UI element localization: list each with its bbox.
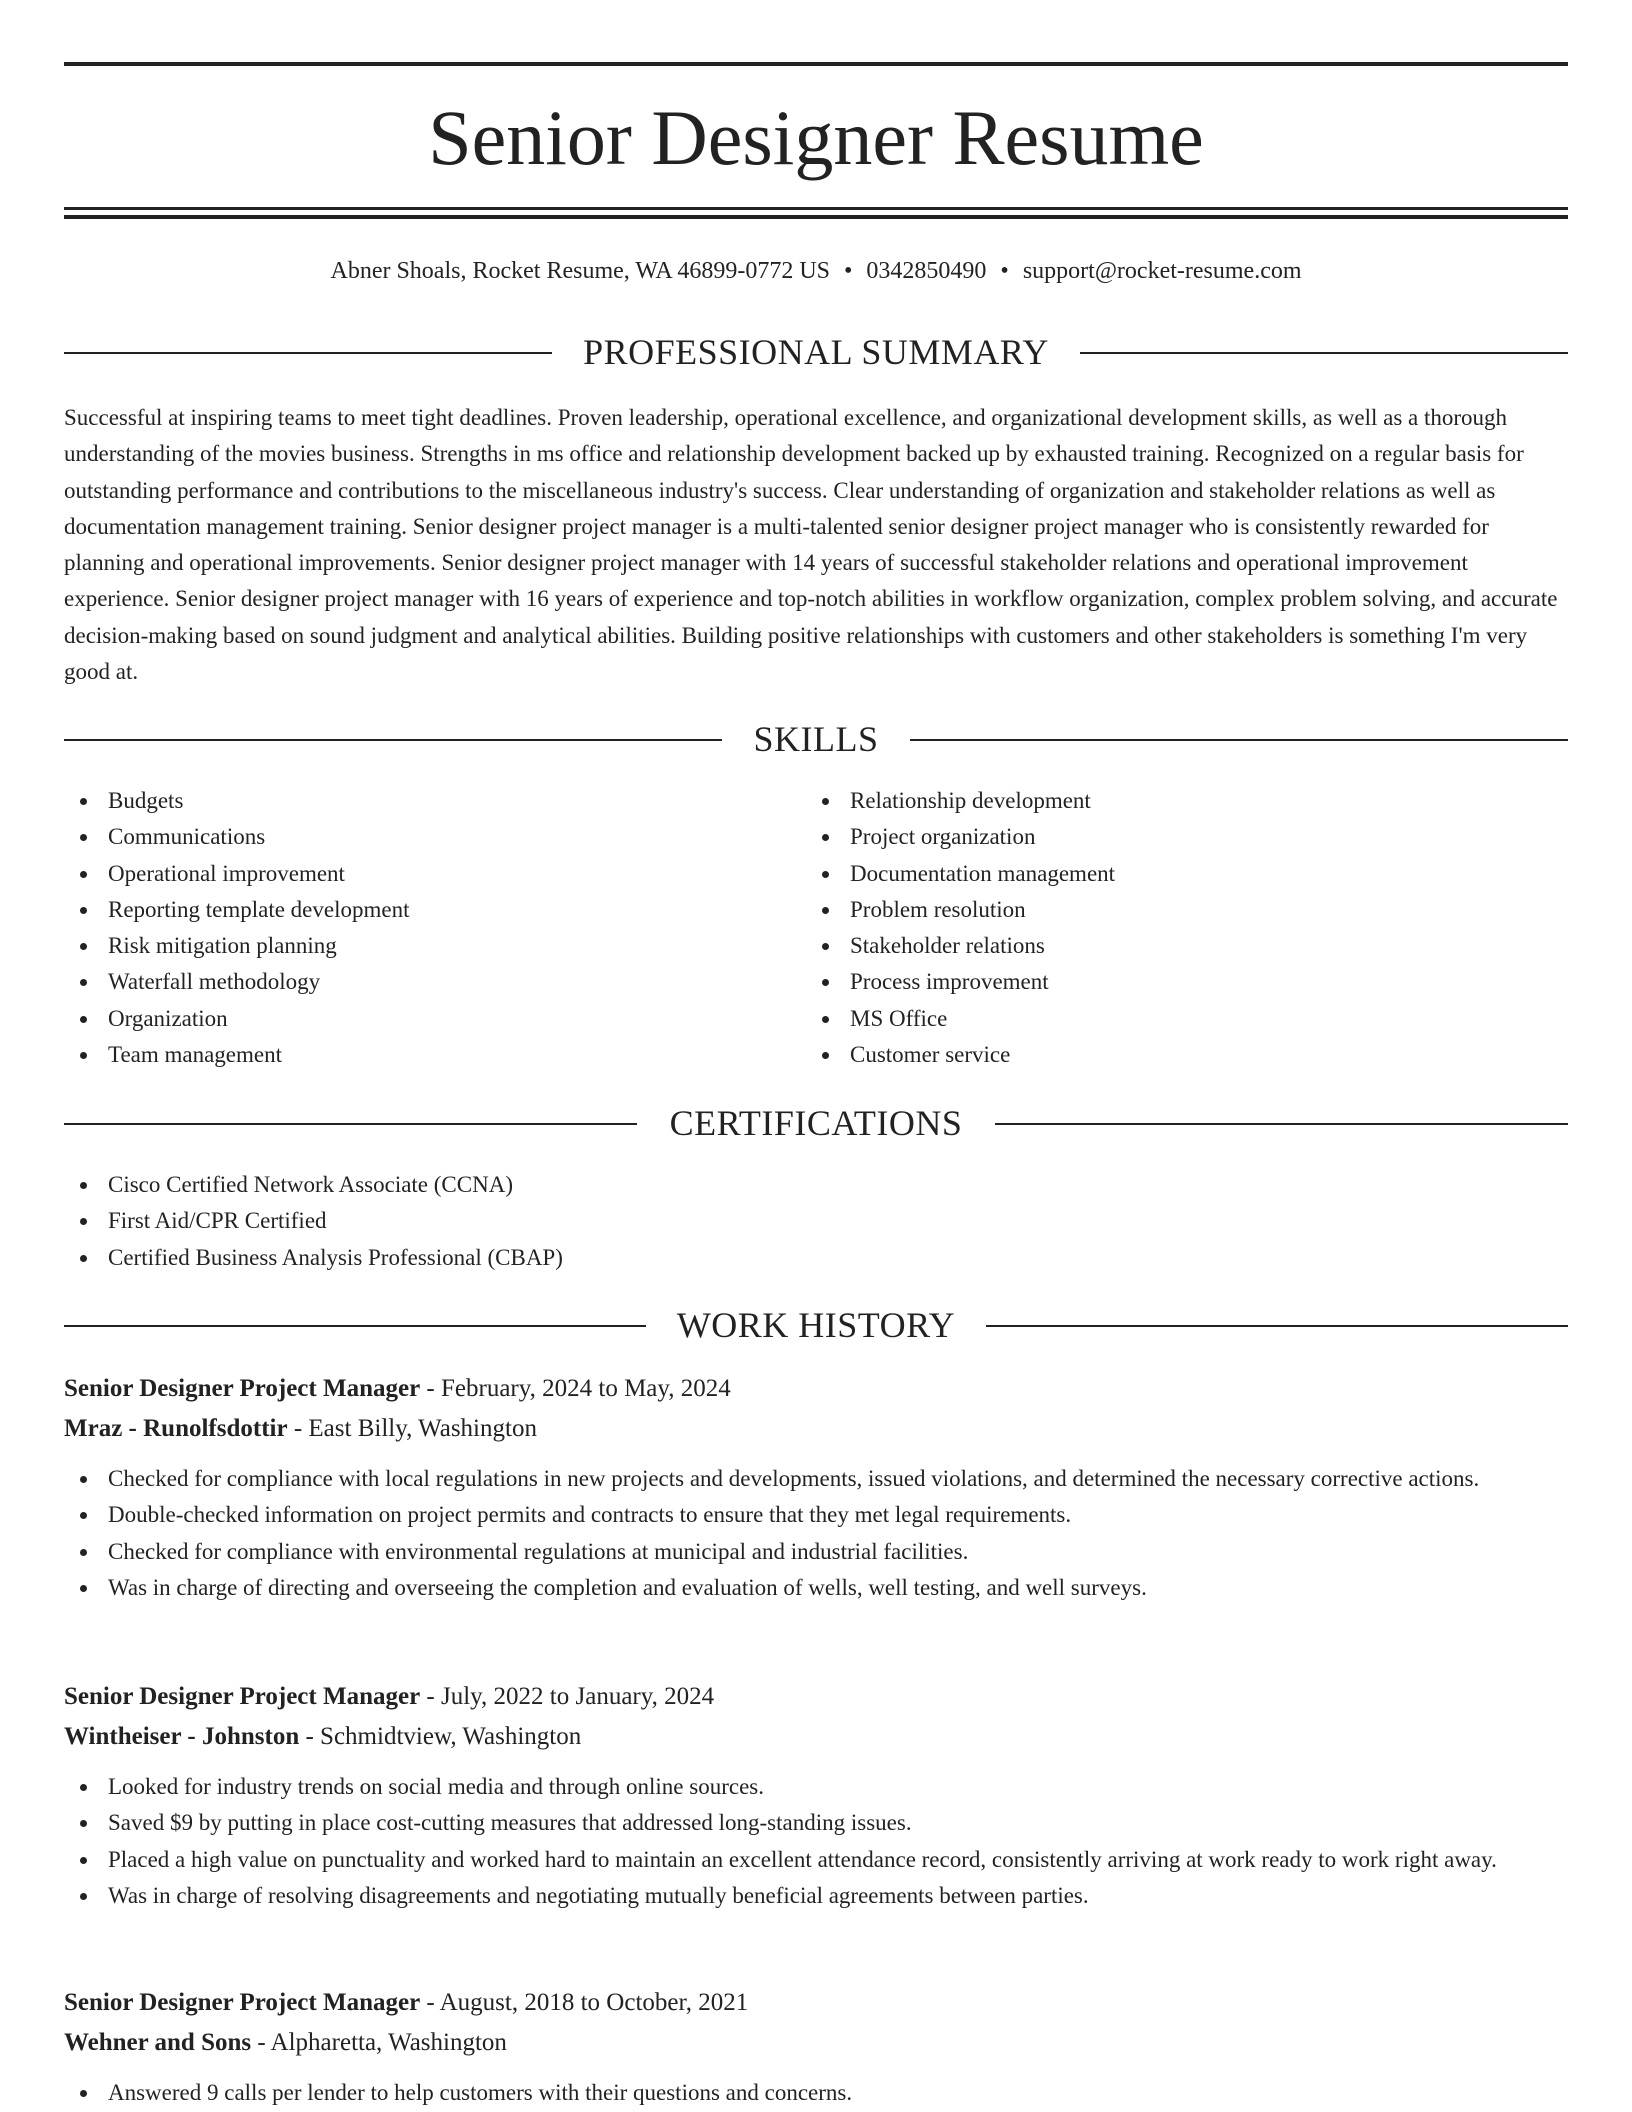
contact-address: Abner Shoals, Rocket Resume, WA 46899-0772 US: [330, 258, 831, 284]
job-dates: - July, 2022 to January, 2024: [420, 1683, 715, 1710]
job-entry: [64, 1983, 1568, 2111]
section-title: CERTIFICATIONS: [669, 1103, 963, 1143]
job-company-line: [64, 1409, 1568, 1449]
job-company: Mraz - Runolfsdottir: [64, 1415, 288, 1442]
job-duties-list: [64, 1769, 1568, 1914]
skill-item: MS Office: [806, 1001, 1566, 1037]
certifications-list: [64, 1167, 1568, 1276]
job-title-line: [64, 1983, 1568, 2023]
header-bottom-rule-second: [64, 215, 1568, 219]
job-entry: [64, 1677, 1568, 1914]
job-duty: Saved $9 by putting in place cost-cutting measures that addressed long-standing issues.: [64, 1805, 1568, 1841]
skill-item: Stakeholder relations: [806, 928, 1566, 964]
contact-separator: •: [1000, 258, 1009, 284]
section-heading-certifications: [64, 1101, 1568, 1145]
job-duties-list: [64, 2075, 1568, 2111]
skill-item: Project organization: [806, 819, 1566, 855]
skills-list-right: [806, 783, 1566, 1073]
header-bottom-rule: [64, 207, 1568, 210]
job-company-line: [64, 2023, 1568, 2063]
job-dates: - August, 2018 to October, 2021: [420, 1989, 749, 2016]
contact-email[interactable]: support@rocket-resume.com: [1022, 258, 1302, 284]
job-title: Senior Designer Project Manager: [64, 1375, 421, 1402]
job-duties-list: [64, 1461, 1568, 1606]
job-duty: Placed a high value on punctuality and worked hard to maintain an excellent attendance record, consistently arriving at work ready to work right away.: [64, 1842, 1568, 1878]
job-company: Wintheiser - Johnston: [64, 1723, 300, 1750]
job-location: - East Billy, Washington: [287, 1415, 537, 1442]
job-duty: Looked for industry trends on social media and through online sources.: [64, 1769, 1568, 1805]
section-heading-work-history: [64, 1303, 1568, 1347]
header-top-rule: [64, 62, 1568, 66]
job-duty: Double-checked information on project permits and contracts to ensure that they met legal requirements.: [64, 1497, 1568, 1533]
section-title: PROFESSIONAL SUMMARY: [583, 332, 1049, 372]
skill-item: Reporting template development: [64, 892, 804, 928]
contact-line: [64, 254, 1568, 288]
skill-item: Waterfall methodology: [64, 964, 804, 1000]
skill-item: Relationship development: [806, 783, 1566, 819]
skill-item: Problem resolution: [806, 892, 1566, 928]
job-title-line: [64, 1677, 1568, 1717]
job-company: Wehner and Sons: [64, 2029, 252, 2056]
job-duty: Answered 9 calls per lender to help customers with their questions and concerns.: [64, 2075, 1568, 2111]
section-heading-summary: [64, 330, 1568, 374]
skill-item: Documentation management: [806, 856, 1566, 892]
job-duty: Was in charge of directing and overseeing the completion and evaluation of wells, well testing, and well surveys.: [64, 1570, 1568, 1606]
skills-list-left: [64, 783, 804, 1073]
skill-item: Risk mitigation planning: [64, 928, 804, 964]
certification-item: Certified Business Analysis Professional (CBAP): [64, 1240, 1568, 1276]
skill-item: Process improvement: [806, 964, 1566, 1000]
skill-item: Communications: [64, 819, 804, 855]
certification-item: Cisco Certified Network Associate (CCNA): [64, 1167, 1568, 1203]
skill-item: Customer service: [806, 1037, 1566, 1073]
section-title: WORK HISTORY: [676, 1305, 956, 1345]
job-title: Senior Designer Project Manager: [64, 1683, 421, 1710]
job-dates: - February, 2024 to May, 2024: [420, 1375, 731, 1402]
contact-separator: •: [844, 258, 853, 284]
job-company-line: [64, 1717, 1568, 1757]
job-duty: Was in charge of resolving disagreements and negotiating mutually beneficial agreements between parties.: [64, 1878, 1568, 1914]
job-entry: [64, 1369, 1568, 1606]
summary-text: Successful at inspiring teams to meet tight deadlines. Proven leadership, operational excellence, and organizational development skills, as well as a thorough understanding of the movies business. Strengths in ms office and relationship development backed up by exhausted training. Recognized on a regular basis for outstanding performance and contributions to the miscellaneous industry's success. Clear understanding of organization and stakeholder relations as well as documentation management training. Senior designer project manager is a multi-talented senior designer project manager who is consistently rewarded for planning and operational improvements. Senior designer project manager with 14 years of successful stakeholder relations and operational improvement experience. Senior designer project manager with 16 years of experience and top-notch abilities in workflow organization, complex problem solving, and accurate decision-making based on sound judgment and analytical abilities. Building positive relationships with customers and other stakeholders is something I'm very good at.: [64, 405, 1558, 685]
job-location: - Schmidtview, Washington: [299, 1723, 582, 1750]
job-title-line: [64, 1369, 1568, 1409]
job-duty: Checked for compliance with local regulations in new projects and developments, issued violations, and determined the necessary corrective actions.: [64, 1461, 1568, 1497]
contact-phone[interactable]: 0342850490: [866, 258, 987, 284]
job-title: Senior Designer Project Manager: [64, 1989, 421, 2016]
skill-item: Organization: [64, 1001, 804, 1037]
job-location: - Alpharetta, Washington: [251, 2029, 507, 2056]
skill-item: Budgets: [64, 783, 804, 819]
resume-title: Senior Designer Resume: [428, 94, 1204, 181]
skill-item: Team management: [64, 1037, 804, 1073]
certification-item: First Aid/CPR Certified: [64, 1203, 1568, 1239]
section-heading-skills: [64, 717, 1568, 761]
job-duty: Checked for compliance with environmental regulations at municipal and industrial facilities.: [64, 1534, 1568, 1570]
skill-item: Operational improvement: [64, 856, 804, 892]
section-title: SKILLS: [753, 719, 879, 759]
